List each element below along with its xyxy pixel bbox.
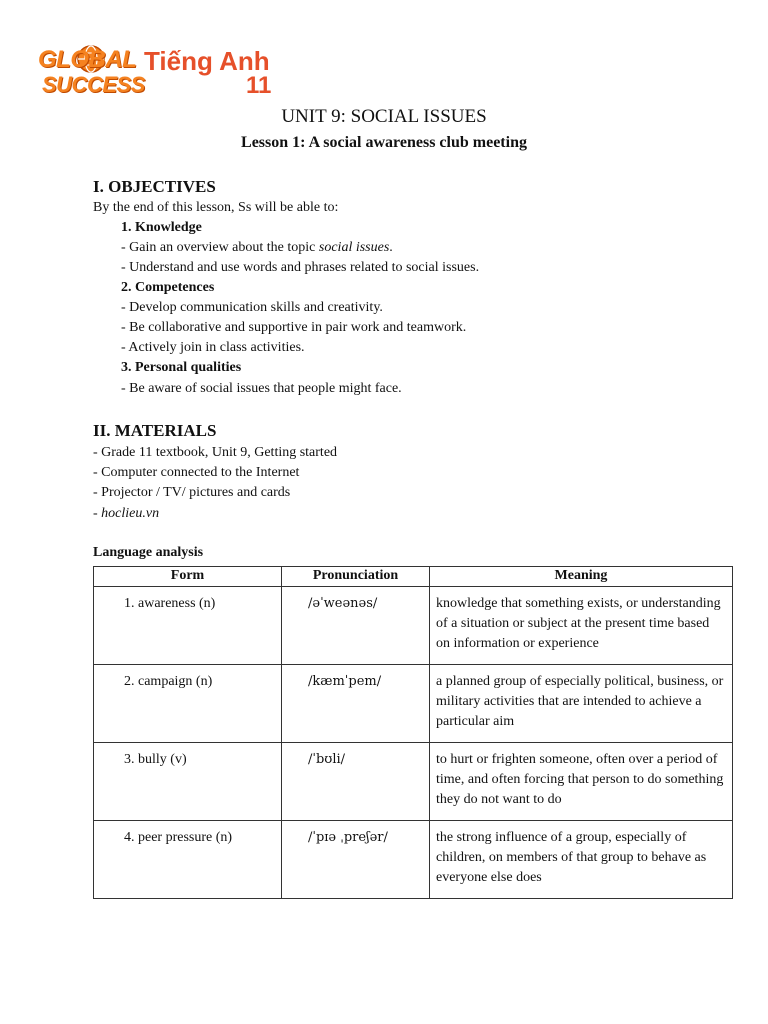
row-meaning: knowledge that something exists, or understanding of a situation or subject at the present time based on information or experience [430,587,733,665]
table-row [94,587,733,665]
logo-brand-line1: GLOBAL [38,46,137,73]
header-meaning: Meaning [430,567,733,587]
knowledge-item-1-prefix: - Gain an overview about the topic [121,240,319,255]
table-row [94,665,733,743]
row-form: 1. awareness (n) [94,587,282,665]
table-header-row [94,567,733,587]
logo-brand-line2: SUCCESS [42,72,145,97]
row-form: 4. peer pressure (n) [94,821,282,899]
header-form: Form [94,567,282,587]
row-meaning: to hurt or frighten someone, often over a period of time, and often forcing that person to do something they do not want to do [430,743,733,821]
objectives-heading: I. OBJECTIVES [93,177,216,196]
competences-item-2: - Be collaborative and supportive in pair work and teamwork. [121,320,467,335]
qualities-heading: 3. Personal qualities [121,360,242,375]
lesson-title: Lesson 1: A social awareness club meeting [241,134,527,151]
row-pronunciation: /ˈpɪə ˌpreʃər/ [282,821,430,899]
qualities-item-1: - Be aware of social issues that people might face. [121,381,402,396]
global-success-wordmark [36,40,146,102]
materials-item-4-prefix: - [93,506,102,521]
row-form: 2. campaign (n) [94,665,282,743]
table-row [94,743,733,821]
materials-item-4 [93,506,159,522]
header-pronunciation: Pronunciation [282,567,430,587]
materials-item-2: - Computer connected to the Internet [93,465,300,480]
knowledge-item-1-suffix: . [389,240,393,255]
materials-heading: II. MATERIALS [93,421,217,440]
competences-item-1: - Develop communication skills and creativity. [121,300,383,315]
global-success-logo [36,40,286,102]
table-row [94,821,733,899]
knowledge-item-1-topic: social issues [318,240,390,255]
hoclieu-link[interactable]: hoclieu.vn [101,506,160,521]
logo-subject: Tiếng Anh [144,46,270,76]
row-meaning: a planned group of especially political, business, or military activities that are intended to achieve a particular aim [430,665,733,743]
row-pronunciation: /əˈweənəs/ [282,587,430,665]
knowledge-item-1 [121,240,393,256]
materials-item-1: - Grade 11 textbook, Unit 9, Getting started [93,445,338,460]
knowledge-heading: 1. Knowledge [121,220,202,235]
competences-item-3: - Actively join in class activities. [121,340,305,355]
row-meaning: the strong influence of a group, especially of children, on members of that group to behave as everyone else does [430,821,733,899]
objectives-intro: By the end of this lesson, Ss will be able to: [93,200,339,215]
row-pronunciation: /kæmˈpem/ [282,665,430,743]
knowledge-item-2: - Understand and use words and phrases related to social issues. [121,260,480,275]
competences-heading: 2. Competences [121,280,215,295]
row-form: 3. bully (v) [94,743,282,821]
row-pronunciation: /ˈbʊli/ [282,743,430,821]
logo-grade: 11 [246,72,272,99]
language-analysis-label: Language analysis [93,545,204,560]
unit-title: UNIT 9: SOCIAL ISSUES [281,106,487,127]
language-analysis-table [93,566,733,899]
materials-item-3: - Projector / TV/ pictures and cards [93,485,291,500]
